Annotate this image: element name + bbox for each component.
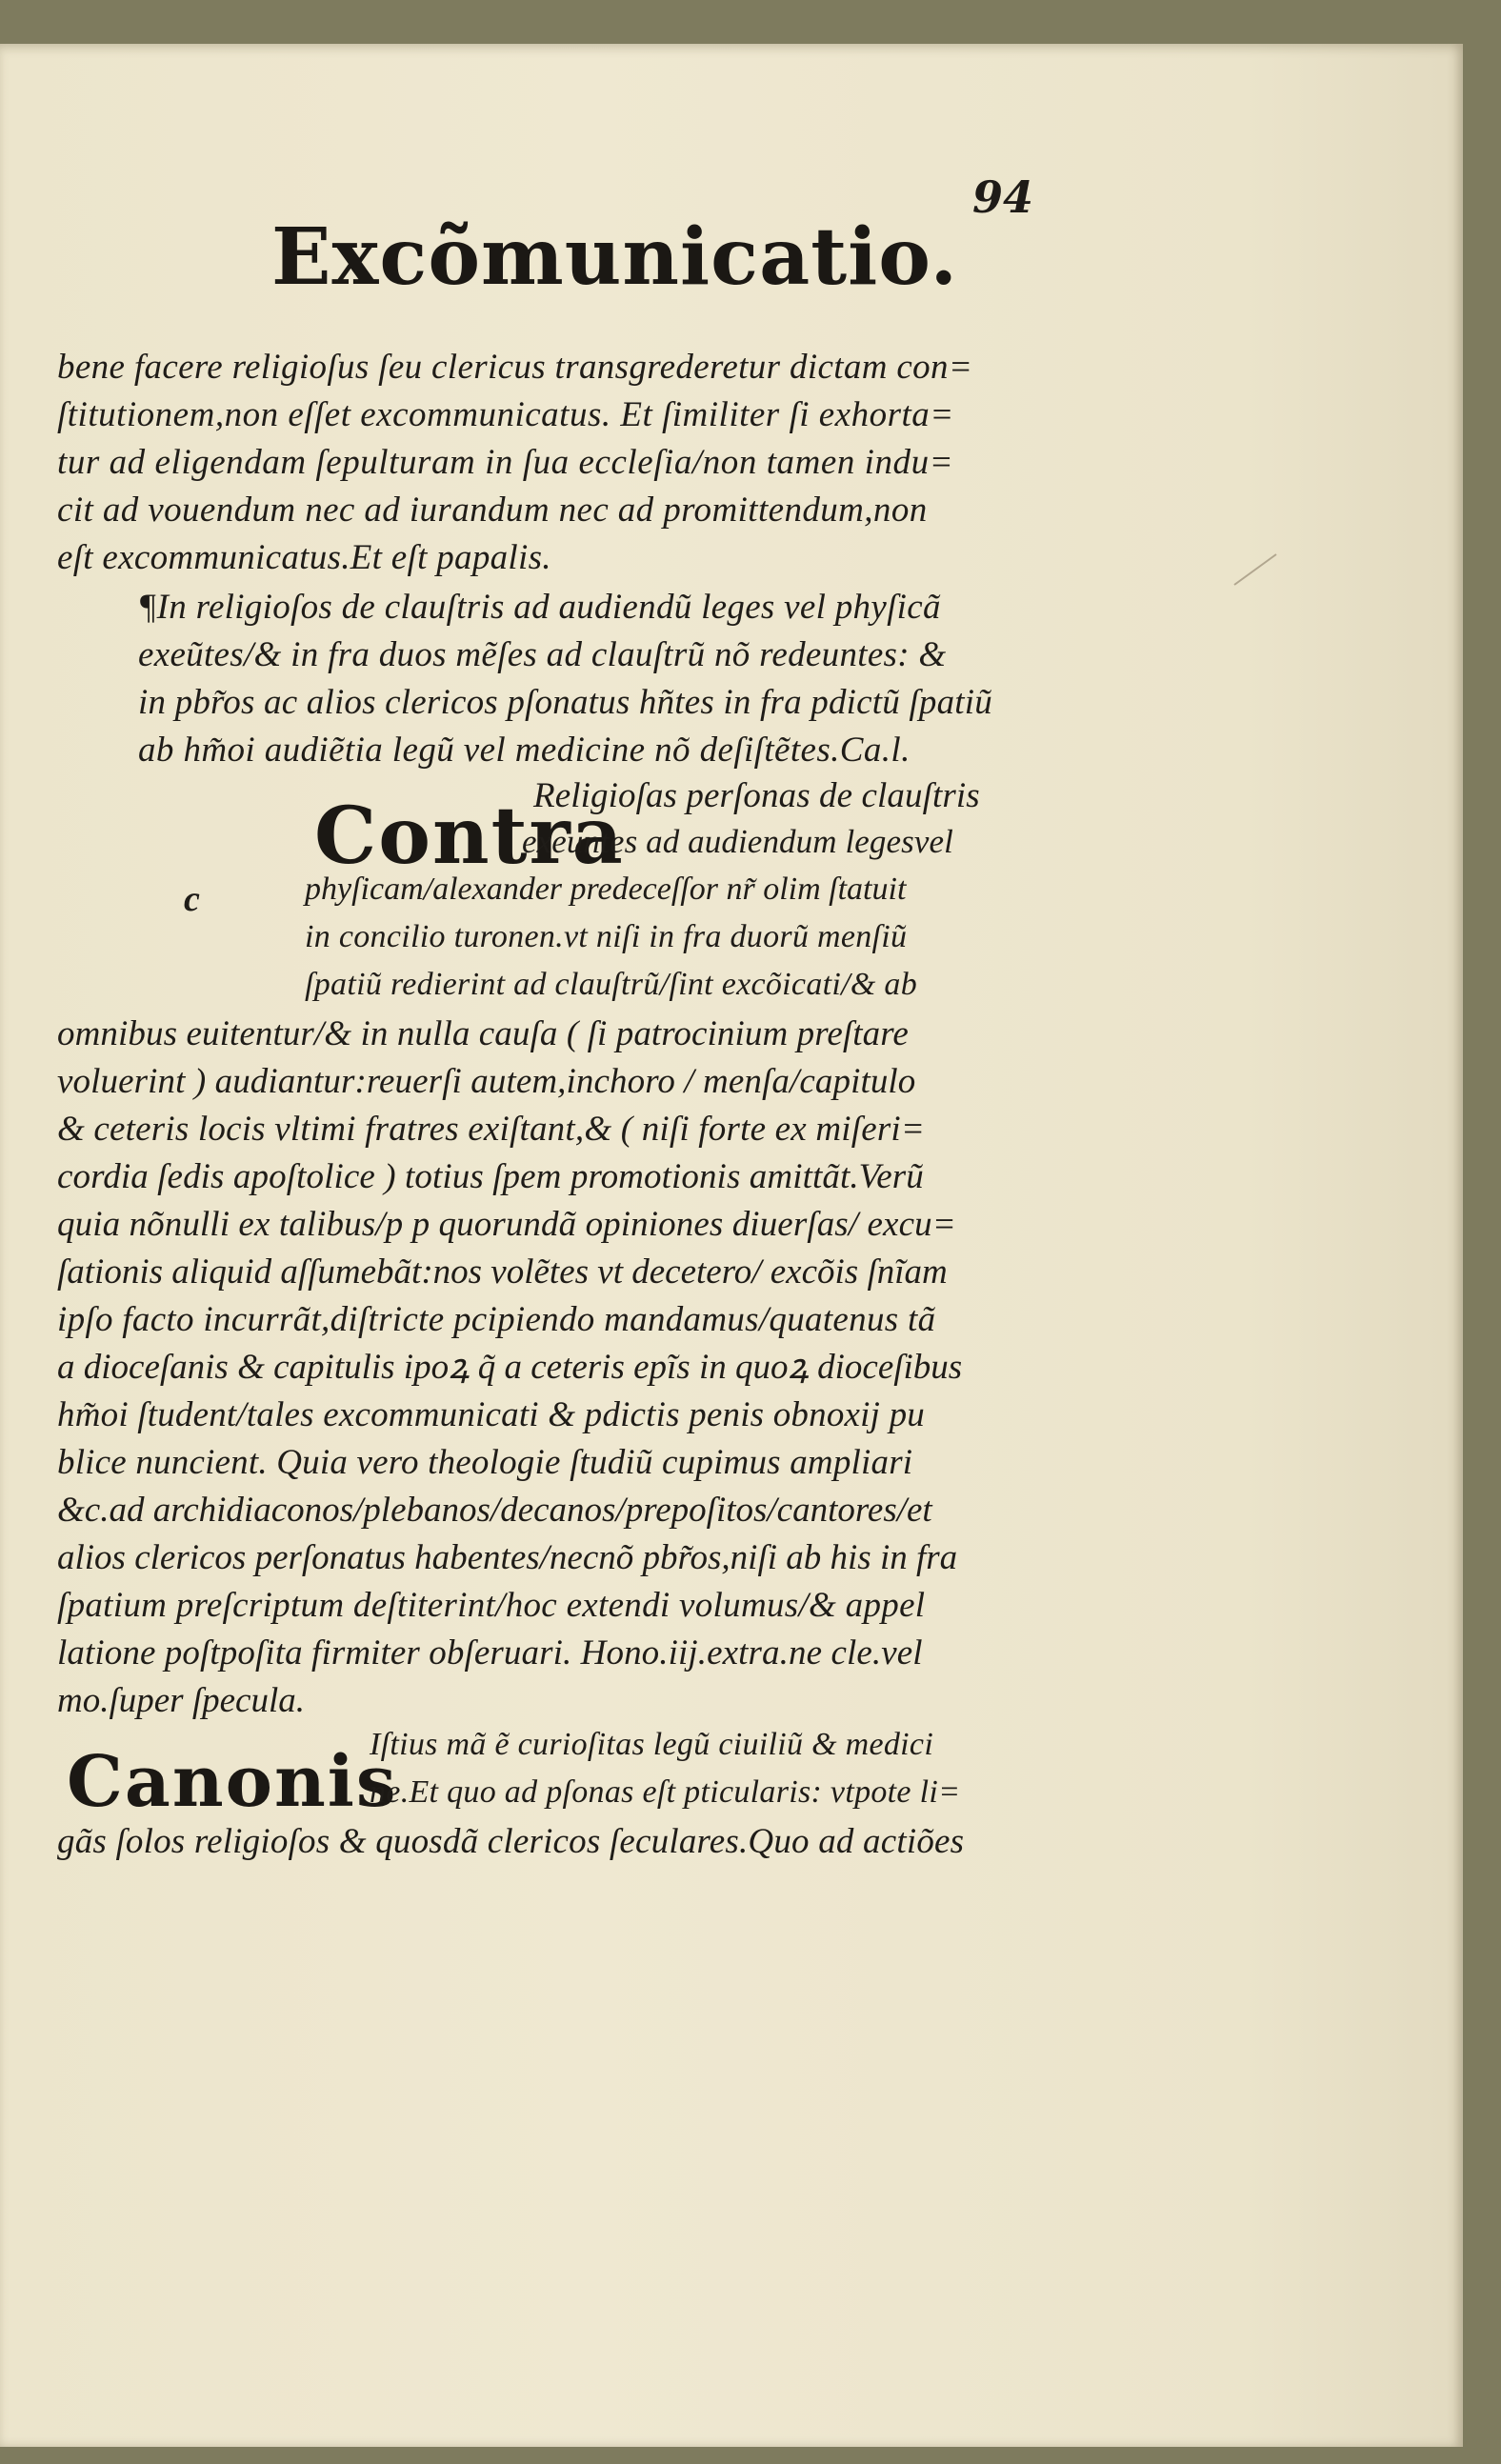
text-line: blice nuncient. Quia vero theologie ſtudiũ cupimus ampliari (57, 1443, 913, 1482)
text-line: a dioceſanis & capitulis ipoꝝ q̃ a ceteris epĩs in quoꝝ dioceſibus (57, 1348, 963, 1387)
text-line: Iſtius mã ẽ curioſitas legũ ciuiliũ & medici (370, 1727, 934, 1762)
page-number: 94 (972, 171, 1034, 223)
pen-mark (1232, 551, 1280, 589)
text-line: alios clericos perſonatus habentes/necnõ pbr̃os,niſi ab his in fra (57, 1538, 958, 1577)
text-line: ſationis aliquid aſſumebãt:nos volẽtes vt decetero/ excõis ſnĩam (57, 1252, 948, 1292)
text-line: latione poſtpoſita firmiter obſeruari. Hono.iij.extra.ne cle.vel (57, 1633, 923, 1673)
text-line: ab hm̃oi audiẽtia legũ vel medicine nõ deſiſtẽtes.Ca.l. (138, 731, 911, 770)
marginal-letter: c (184, 879, 200, 919)
text-line: cordia ſedis apoſtolice ) totius ſpem promotionis amittãt.Verũ (57, 1157, 924, 1196)
text-line: phyſicam/alexander predeceſſor nr̃ olim ſtatuit (305, 871, 907, 907)
text-line: quia nõnulli ex talibus/p p quorundã opiniones diuerſas/ excu= (57, 1205, 956, 1244)
text-line: exeũtes/& in fra duos mẽſes ad clauſtrũ nõ redeuntes: & (138, 635, 947, 674)
running-title: Excõmunicatio. (271, 211, 959, 303)
text-line: & ceteris locis vltimi fratres exiſtant,& ( niſi forte ex miſeri= (57, 1110, 926, 1149)
text-line: Religioſas perſonas de clauſtris (533, 776, 980, 815)
text-line: bene facere religioſus ſeu clericus transgrederetur dictam con= (57, 348, 973, 387)
text-line: omnibus euitentur/& in nulla cauſa ( ſi patrocinium preſtare (57, 1014, 909, 1053)
text-line: cit ad vouendum nec ad iurandum nec ad promittendum,non (57, 491, 928, 530)
text-line: eſt excommunicatus.Et eſt papalis. (57, 538, 551, 577)
text-line: mo.ſuper ſpecula. (57, 1681, 305, 1720)
text-line: ſpatium preſcriptum deſtiterint/hoc extendi volumus/& appel (57, 1586, 926, 1625)
text-line: in concilio turonen.vt niſi in fra duorũ menſiũ (305, 919, 908, 954)
text-line: ne.Et quo ad pſonas eſt pticularis: vtpote li= (370, 1774, 961, 1810)
text-line: in pbr̃os ac alios clericos pſonatus hñtes in fra pdictũ ſpatiũ (138, 683, 992, 722)
text-line: voluerint ) audiantur:reuerſi autem,inchoro / menſa/capitulo (57, 1062, 916, 1101)
text-line: ¶In religioſos de clauſtris ad audiendũ leges vel phyſicã (138, 588, 941, 627)
text-line: hm̃oi ſtudent/tales excommunicati & pdictis penis obnoxij pu (57, 1395, 925, 1434)
text-line: ſpatiũ redierint ad clauſtrũ/ſint excõicati/& ab (305, 967, 918, 1002)
text-line: gãs ſolos religioſos & quosdã clericos ſeculares.Quo ad actiões (57, 1822, 965, 1861)
decorated-initial-contra: Contra (314, 791, 625, 882)
text-line: ipſo facto incurrãt,diſtricte pcipiendo mandamus/quatenus tã (57, 1300, 936, 1339)
text-line: &c.ad archidiaconos/plebanos/decanos/prepoſitos/cantores/et (57, 1491, 932, 1530)
text-line: tur ad eligendam ſepulturam in ſua eccleſia/non tamen indu= (57, 443, 954, 482)
text-line: ſtitutionem,non eſſet excommunicatus. Et ſimiliter ſi exhorta= (57, 395, 954, 434)
decorated-initial-canonis: Canonis (67, 1741, 398, 1823)
text-line: exeuntes ad audiendum legesvel (522, 823, 953, 860)
